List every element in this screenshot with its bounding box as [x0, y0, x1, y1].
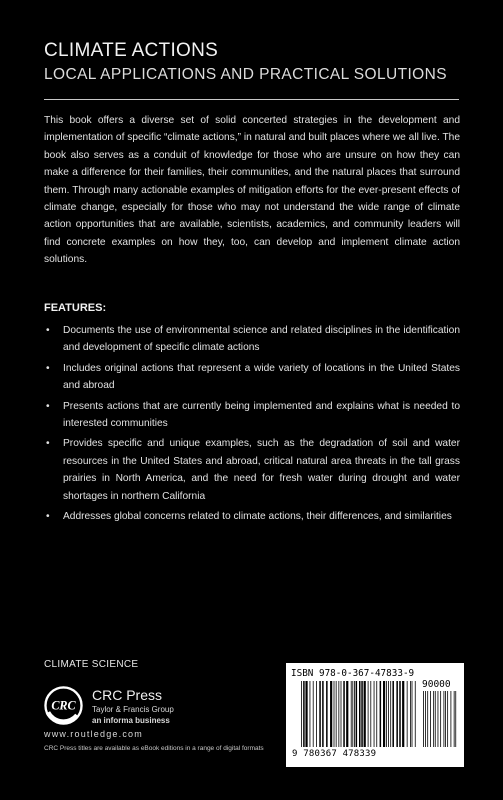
barcode-bar: [415, 681, 416, 747]
barcode-bar: [343, 681, 345, 747]
barcode-bar: [356, 681, 358, 747]
feature-item: [44, 508, 460, 525]
feature-text: Provides specific and unique examples, such as the degradation of soil and water resources in the United States and abroad, critical natural area threats in the tall grass prairies in North America, and the need for fresh water during drought and water shortages in northern California: [63, 438, 460, 502]
series-label: CLIMATE SCIENCE: [44, 659, 139, 670]
features-list: [44, 322, 460, 528]
price-addon-text: 90000: [422, 679, 451, 690]
bullet-icon: •: [46, 511, 50, 523]
barcode-bar: [336, 681, 337, 747]
barcode-bar: [447, 691, 448, 747]
bullet-icon: •: [46, 362, 50, 374]
ean-digits: 9 780367 478339: [292, 749, 377, 759]
barcode-bar: [338, 681, 339, 747]
barcode-bar: [322, 681, 324, 747]
barcode-bar: [425, 691, 426, 747]
barcode-bar: [370, 681, 371, 747]
barcode-bar: [430, 691, 431, 747]
barcode-bar: [440, 691, 441, 747]
barcode-bar: [303, 681, 305, 747]
barcode-bar: [407, 681, 408, 747]
barcode-bar: [388, 681, 389, 747]
barcode-bar: [433, 691, 434, 747]
barcode-bar: [399, 681, 401, 747]
barcode-bar: [386, 681, 387, 747]
barcode-bar: [435, 691, 436, 747]
ean-barcode-bars: [300, 681, 416, 747]
barcode-bar: [313, 681, 314, 747]
logo-text: CRC: [51, 698, 76, 713]
barcode-bar: [352, 681, 353, 747]
feature-item: [44, 435, 460, 505]
barcode-bar: [319, 681, 321, 747]
barcode-bar: [326, 681, 328, 747]
barcode-bar: [455, 691, 456, 747]
title-divider: [44, 99, 459, 100]
bullet-icon: •: [46, 438, 50, 450]
barcode-bar: [374, 681, 375, 747]
barcode-bar: [451, 691, 452, 747]
bullet-icon: •: [46, 400, 50, 412]
crc-press-logo-icon: [44, 686, 83, 725]
barcode-bar: [438, 691, 439, 747]
isbn-text: ISBN 978-0-367-47833-9: [291, 668, 415, 679]
barcode-bar: [301, 681, 302, 747]
features-heading: FEATURES:: [44, 302, 107, 314]
barcode-bar: [359, 681, 361, 747]
publisher-name: CRC Press: [92, 687, 163, 703]
barcode-bar: [454, 691, 455, 747]
barcode-bar: [396, 681, 398, 747]
feature-text: Includes original actions that represent a wide variety of locations in the United States and abroad: [63, 362, 460, 392]
barcode-bar: [412, 681, 413, 747]
barcode-bar: [402, 681, 404, 747]
book-subtitle: LOCAL APPLICATIONS AND PRACTICAL SOLUTIONS: [44, 66, 447, 83]
barcode-bar: [423, 691, 424, 747]
feature-item: [44, 360, 460, 395]
barcode-bar: [380, 681, 382, 747]
book-description: This book offers a diverse set of solid concerted strategies in the development and implementation of specific “climate actions,” in natural and built places where we all live. The book also serves as a conduit of knowledge for those who are unsure on how they can make a difference for their families, their communities, and the natural places that surround them. Through many actionable examples of mitigation efforts for the ever-present effects of climate change, especially for those who may not understand the wide range of climate action opportunities that are available, scientists, academics, and community leaders will find concrete examples on how they, too, can develop and implement climate action solutions.: [44, 115, 461, 266]
barcode-bar: [305, 681, 307, 747]
barcode-bar: [383, 681, 385, 747]
barcode-bar: [376, 681, 377, 747]
barcode-bar: [368, 681, 369, 747]
barcode-bar: [427, 691, 428, 747]
barcode-bar: [310, 681, 311, 747]
barcode-bar: [354, 681, 355, 747]
barcode-bar: [316, 681, 317, 747]
barcode-bar: [334, 681, 335, 747]
book-title: CLIMATE ACTIONS: [44, 40, 219, 61]
barcode-bar: [445, 691, 446, 747]
publisher-business: an informa business: [92, 716, 170, 725]
feature-item: [44, 322, 460, 357]
bullet-icon: •: [46, 325, 50, 336]
barcode-bar: [392, 681, 394, 747]
publisher-group: Taylor & Francis Group: [92, 705, 174, 714]
barcode-bar: [410, 681, 411, 747]
barcode-bar: [341, 681, 342, 747]
addon-barcode-bars: [422, 691, 458, 747]
publisher-url: www.routledge.com: [44, 729, 143, 739]
feature-text: Presents actions that are currently being implemented and explains what is needed to interested communities: [63, 400, 460, 430]
feature-item: [44, 398, 460, 433]
isbn-barcode: [286, 663, 464, 767]
barcode-bar: [346, 681, 348, 747]
barcode-bar: [390, 681, 391, 747]
feature-text: Documents the use of environmental science and related disciplines in the identification and development of specific climate actions: [63, 325, 460, 354]
barcode-bar: [361, 681, 363, 747]
ebook-note: CRC Press titles are available as eBook editions in a range of digital formats: [44, 745, 264, 752]
barcode-bar: [351, 681, 352, 747]
feature-text: Addresses global concerns related to climate actions, their differences, and similarities: [63, 511, 452, 523]
barcode-bar: [444, 691, 445, 747]
barcode-bar: [330, 681, 332, 747]
barcode-bar: [364, 681, 366, 747]
